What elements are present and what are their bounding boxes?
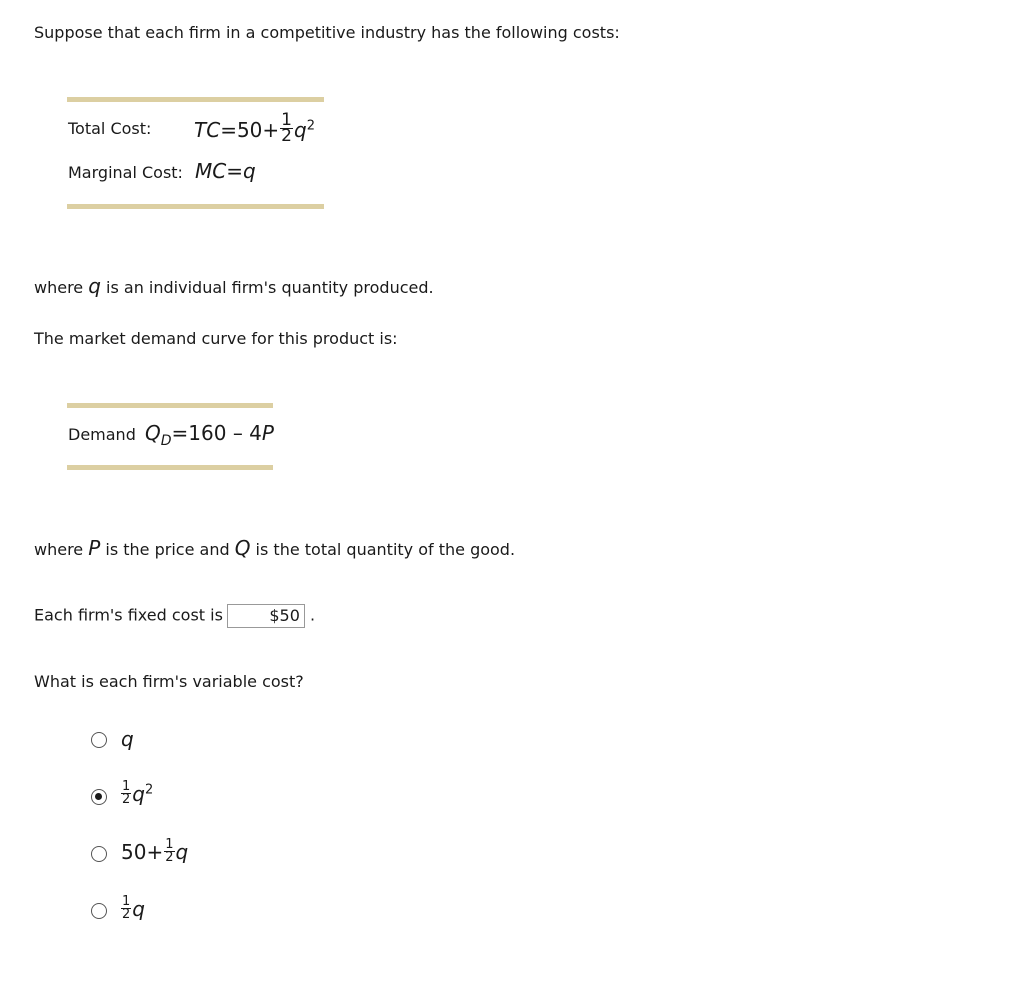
mc-symbol: MC (195, 159, 227, 183)
option-radio-1[interactable] (91, 732, 107, 748)
half-fraction: $\frac{1}{2}$ (122, 894, 131, 922)
option-label-2[interactable]: $\frac{1}{2}$ $q^2$ (122, 779, 154, 807)
tc-symbol: TC (194, 118, 221, 142)
half-fraction: $\frac{1}{2}$ (122, 779, 131, 807)
fixed-cost-answer-field[interactable]: $50 (227, 604, 305, 628)
option-label-4[interactable]: $\frac{1}{2}$ q (122, 894, 145, 922)
where-p-text: where P is the price and Q is the total quantity of the good. (34, 536, 516, 560)
marginal-cost-formula (195, 159, 256, 183)
q-symbol: Q (234, 536, 251, 560)
q-symbol: q (243, 159, 256, 183)
option-radio-2[interactable] (91, 789, 107, 805)
half-fraction: $\frac{1}{2}$ (165, 837, 174, 865)
demand-intro-text: The market demand curve for this product is: (34, 329, 398, 348)
intro-text: Suppose that each firm in a competitive industry has the following costs: (34, 23, 620, 42)
option-label-1[interactable]: q (121, 727, 134, 751)
demand-subscript: D (160, 433, 172, 449)
demand-label: Demand (68, 425, 136, 444)
total-cost-label: Total Cost: (68, 119, 152, 138)
costs-bottom-rule (67, 204, 324, 209)
p-symbol: P (261, 421, 274, 445)
where-q-text: where q is an individual firm's quantity produced. (34, 274, 434, 298)
q-symbol: Q (145, 421, 161, 445)
costs-top-rule (67, 97, 324, 102)
demand-bottom-rule (67, 465, 273, 470)
demand-constant: =160 – 4 (171, 421, 262, 445)
tc-constant: 50+ (236, 118, 280, 142)
p-symbol: P (88, 536, 101, 560)
equals-sign: = (220, 118, 237, 142)
half-fraction: $\frac{1}{2}$ (281, 110, 292, 146)
option-radio-3[interactable] (91, 846, 107, 862)
total-cost-formula (194, 110, 315, 147)
marginal-cost-label: Marginal Cost: (68, 163, 183, 182)
demand-top-rule (67, 403, 273, 408)
fixed-cost-row (34, 604, 315, 628)
equals-sign: = (226, 159, 243, 183)
option-radio-4[interactable] (91, 903, 107, 919)
fixed-cost-label: Each firm's fixed cost is (34, 605, 223, 625)
question-text: What is each firm's variable cost? (34, 672, 304, 691)
q-symbol: q (294, 118, 307, 142)
fixed-cost-suffix: . (310, 605, 316, 625)
exponent: 2 (306, 118, 315, 134)
q-symbol: q (88, 274, 101, 298)
demand-formula (145, 421, 274, 449)
option-label-3[interactable]: 50+ $\frac{1}{2}$ q (121, 837, 189, 865)
